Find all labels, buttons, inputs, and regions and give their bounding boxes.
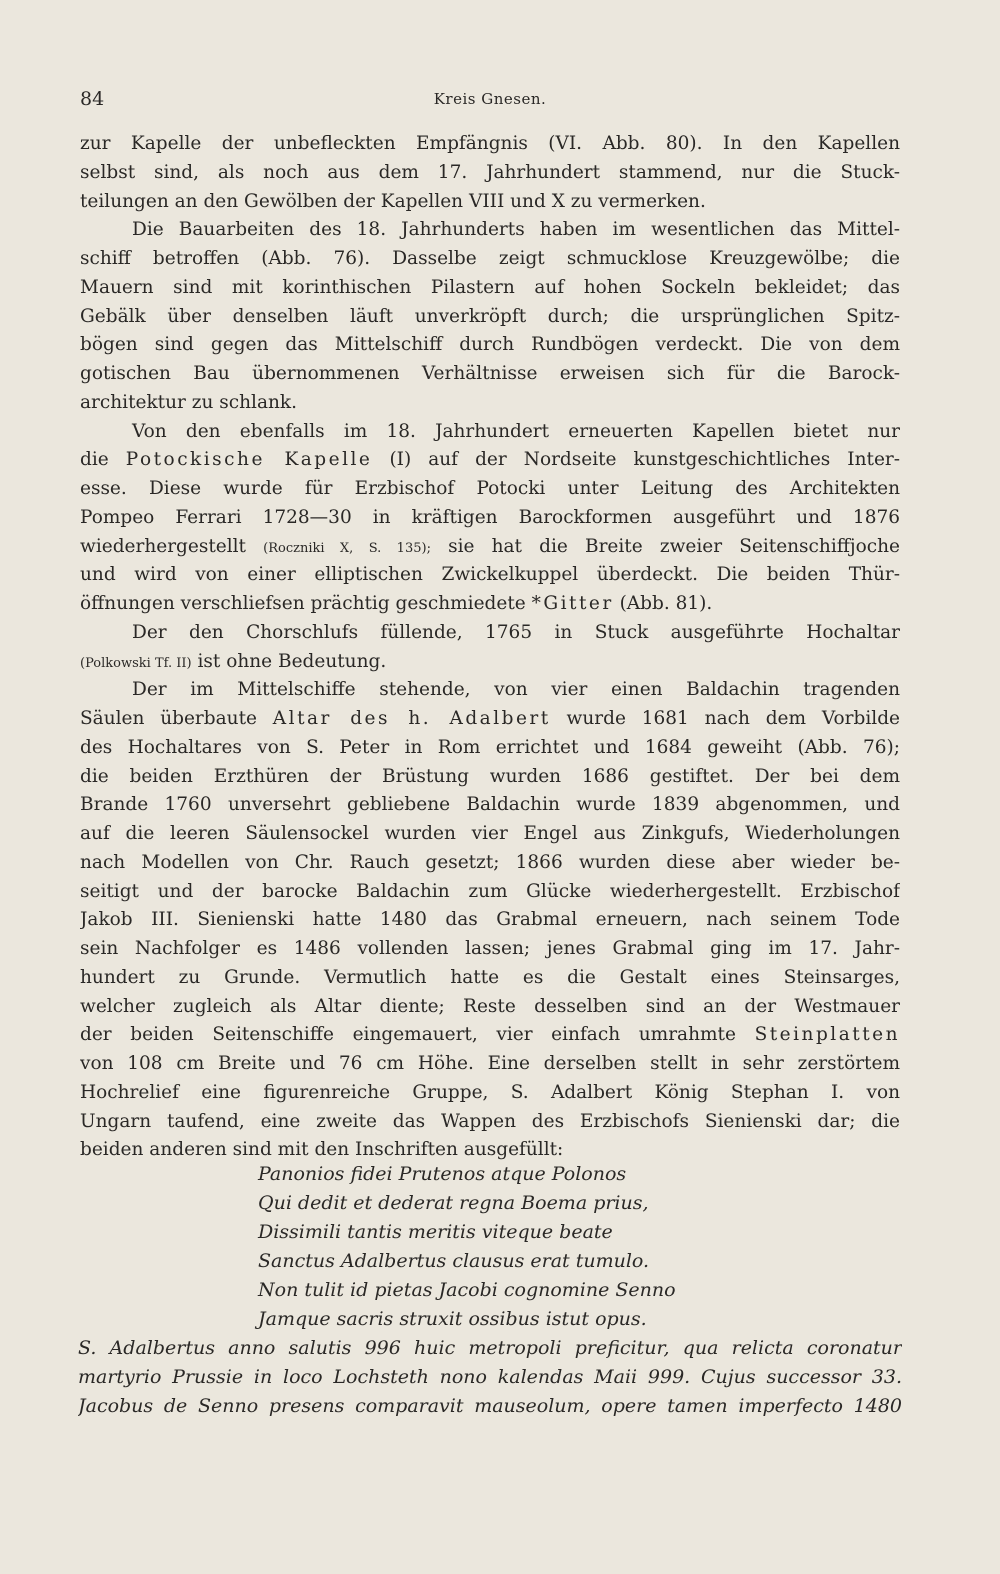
inscription-line: S. Adalbertus anno salutis 996 huic metropoli preficitur, qua relicta coronatur xyxy=(78,1337,902,1359)
text-line: nach Modellen von Chr. Rauch gesetzt; 1866 wurden diese aber wieder be- xyxy=(80,851,900,873)
text-segment: Säulen überbaute xyxy=(80,708,257,729)
text-line: zur Kapelle der unbefleckten Empfängnis (VI. Abb. 80). In den Kapellen xyxy=(80,133,900,154)
spaced-term: *Gitter xyxy=(531,593,614,614)
body-text xyxy=(80,130,900,1165)
spaced-term: Altar des h. Adalbert xyxy=(272,708,551,729)
text-line: die beiden Erzthüren der Brüstung wurden 1686 gestiftet. Der bei dem xyxy=(80,765,900,787)
reference-note: (Roczniki X, S. 135); xyxy=(263,540,431,556)
text-line: des Hochaltares von S. Peter in Rom errichtet und 1684 geweiht (Abb. 76); xyxy=(80,736,900,758)
text-line xyxy=(80,648,900,677)
text-line: bögen sind gegen das Mittelschiff durch Rundbögen verdeckt. Die von dem xyxy=(80,334,900,356)
text-line: Mauern sind mit korinthischen Pilastern auf hohen Sockeln bekleidet; das xyxy=(80,276,900,298)
verse-inscription xyxy=(258,1160,858,1334)
text-line xyxy=(80,590,900,619)
inscription-line: Jacobus de Senno presens comparavit mauseolum, opere tamen imperfecto 1480 xyxy=(78,1395,902,1417)
text-line xyxy=(80,705,900,734)
text-segment: wiederhergestellt xyxy=(80,535,246,557)
text-line: Der den Chorschlufs füllende, 1765 in Stuck ausgeführte Hochaltar xyxy=(132,621,900,643)
text-line: auf die leeren Säulensockel wurden vier Engel aus Zinkgufs, Wiederholungen xyxy=(80,823,900,844)
text-line: Die Bauarbeiten des 18. Jahrhunderts haben im wesentlichen das Mittel- xyxy=(132,219,900,241)
text-segment: wurde 1681 nach dem Vorbilde xyxy=(566,708,900,729)
text-line: Gebälk über denselben läuft unverkröpft durch; die ursprünglichen Spitz- xyxy=(80,305,900,327)
inscription-line: martyrio Prussie in loco Lochsteth nono kalendas Maii 999. Cujus successor 33. xyxy=(78,1366,902,1388)
text-line: schiff betroffen (Abb. 76). Dasselbe zeigt schmucklose Kreuzgewölbe; die xyxy=(80,248,900,269)
spaced-term: Potockische Kapelle xyxy=(125,449,373,471)
verse-line: Sanctus Adalbertus clausus erat tumulo. xyxy=(258,1250,650,1272)
verse-line: Panonios fidei Prutenos atque Polonos xyxy=(258,1163,627,1185)
text-line: Pompeo Ferrari 1728—30 in kräftigen Barockformen ausgeführt und 1876 xyxy=(80,506,900,528)
text-line: und wird von einer elliptischen Zwickelkuppel überdeckt. Die beiden Thür- xyxy=(80,564,900,586)
text-line: Brande 1760 unversehrt gebliebene Baldachin wurde 1839 abgenommen, und xyxy=(80,794,900,816)
text-segment: die xyxy=(80,449,109,471)
text-line: welcher zugleich als Altar diente; Reste desselben sind an der Westmauer xyxy=(80,995,900,1017)
text-segment: (Abb. 81). xyxy=(619,593,713,614)
text-line: sein Nachfolger es 1486 vollenden lassen; jenes Grabmal ging im 17. Jahr- xyxy=(80,938,900,959)
verse-line: Jamque sacris struxit ossibus istut opus. xyxy=(258,1308,647,1330)
text-line: Von den ebenfalls im 18. Jahrhundert erneuerten Kapellen bietet nur xyxy=(132,420,900,442)
verse-line: Non tulit id pietas Jacobi cognomine Senno xyxy=(258,1279,676,1301)
text-segment: (I) auf der Nordseite kunstgeschichtliches Inter- xyxy=(389,449,900,471)
text-line xyxy=(80,1021,900,1050)
text-line: architektur zu schlank. xyxy=(80,391,297,413)
text-segment: öffnungen verschliefsen prächtig geschmiedete xyxy=(80,593,526,614)
text-segment: der beiden Seitenschiffe eingemauert, vier einfach umrahmte xyxy=(80,1024,736,1046)
text-line: Jakob III. Sienienski hatte 1480 das Grabmal erneuern, nach seinem Tode xyxy=(80,909,900,931)
text-line: Ungarn taufend, eine zweite das Wappen des Erzbischofs Sienienski dar; die xyxy=(80,1110,900,1132)
text-segment: sie hat die Breite zweier Seitenschiffjoche xyxy=(448,535,900,557)
text-line xyxy=(80,446,900,475)
page-number: 84 xyxy=(80,88,105,110)
text-line: gotischen Bau übernommenen Verhältnisse erweisen sich für die Barock- xyxy=(80,363,900,384)
text-line: von 108 cm Breite und 76 cm Höhe. Eine derselben stellt in sehr zerstörtem xyxy=(80,1053,900,1074)
text-line: teilungen an den Gewölben der Kapellen VIII und X zu vermerken. xyxy=(80,190,706,212)
text-line: Hochrelief eine figurenreiche Gruppe, S. Adalbert König Stephan I. von xyxy=(80,1081,900,1103)
text-line: seitigt und der barocke Baldachin zum Glücke wiederhergestellt. Erzbischof xyxy=(80,880,900,902)
reference-note: (Polkowski Tf. II) xyxy=(80,655,192,671)
running-title: Kreis Gnesen. xyxy=(433,90,547,108)
spaced-term: Steinplatten xyxy=(754,1024,900,1046)
text-line: beiden anderen sind mit den Inschriften ausgefüllt: xyxy=(80,1139,564,1161)
page-header xyxy=(80,88,900,112)
text-line: esse. Diese wurde für Erzbischof Potocki unter Leitung des Architekten xyxy=(80,478,900,499)
text-segment: ist ohne Bedeutung. xyxy=(197,650,387,672)
text-line: Der im Mittelschiffe stehende, von vier einen Baldachin tragenden xyxy=(132,679,900,701)
verse-line: Qui dedit et dederat regna Boema prius, xyxy=(258,1192,649,1214)
text-line: hundert zu Grunde. Vermutlich hatte es die Gestalt eines Steinsarges, xyxy=(80,966,900,988)
prose-inscription xyxy=(78,1334,902,1421)
verse-line: Dissimili tantis meritis viteque beate xyxy=(258,1221,613,1243)
text-line: selbst sind, als noch aus dem 17. Jahrhundert stammend, nur die Stuck- xyxy=(80,161,900,183)
text-line xyxy=(80,533,900,562)
